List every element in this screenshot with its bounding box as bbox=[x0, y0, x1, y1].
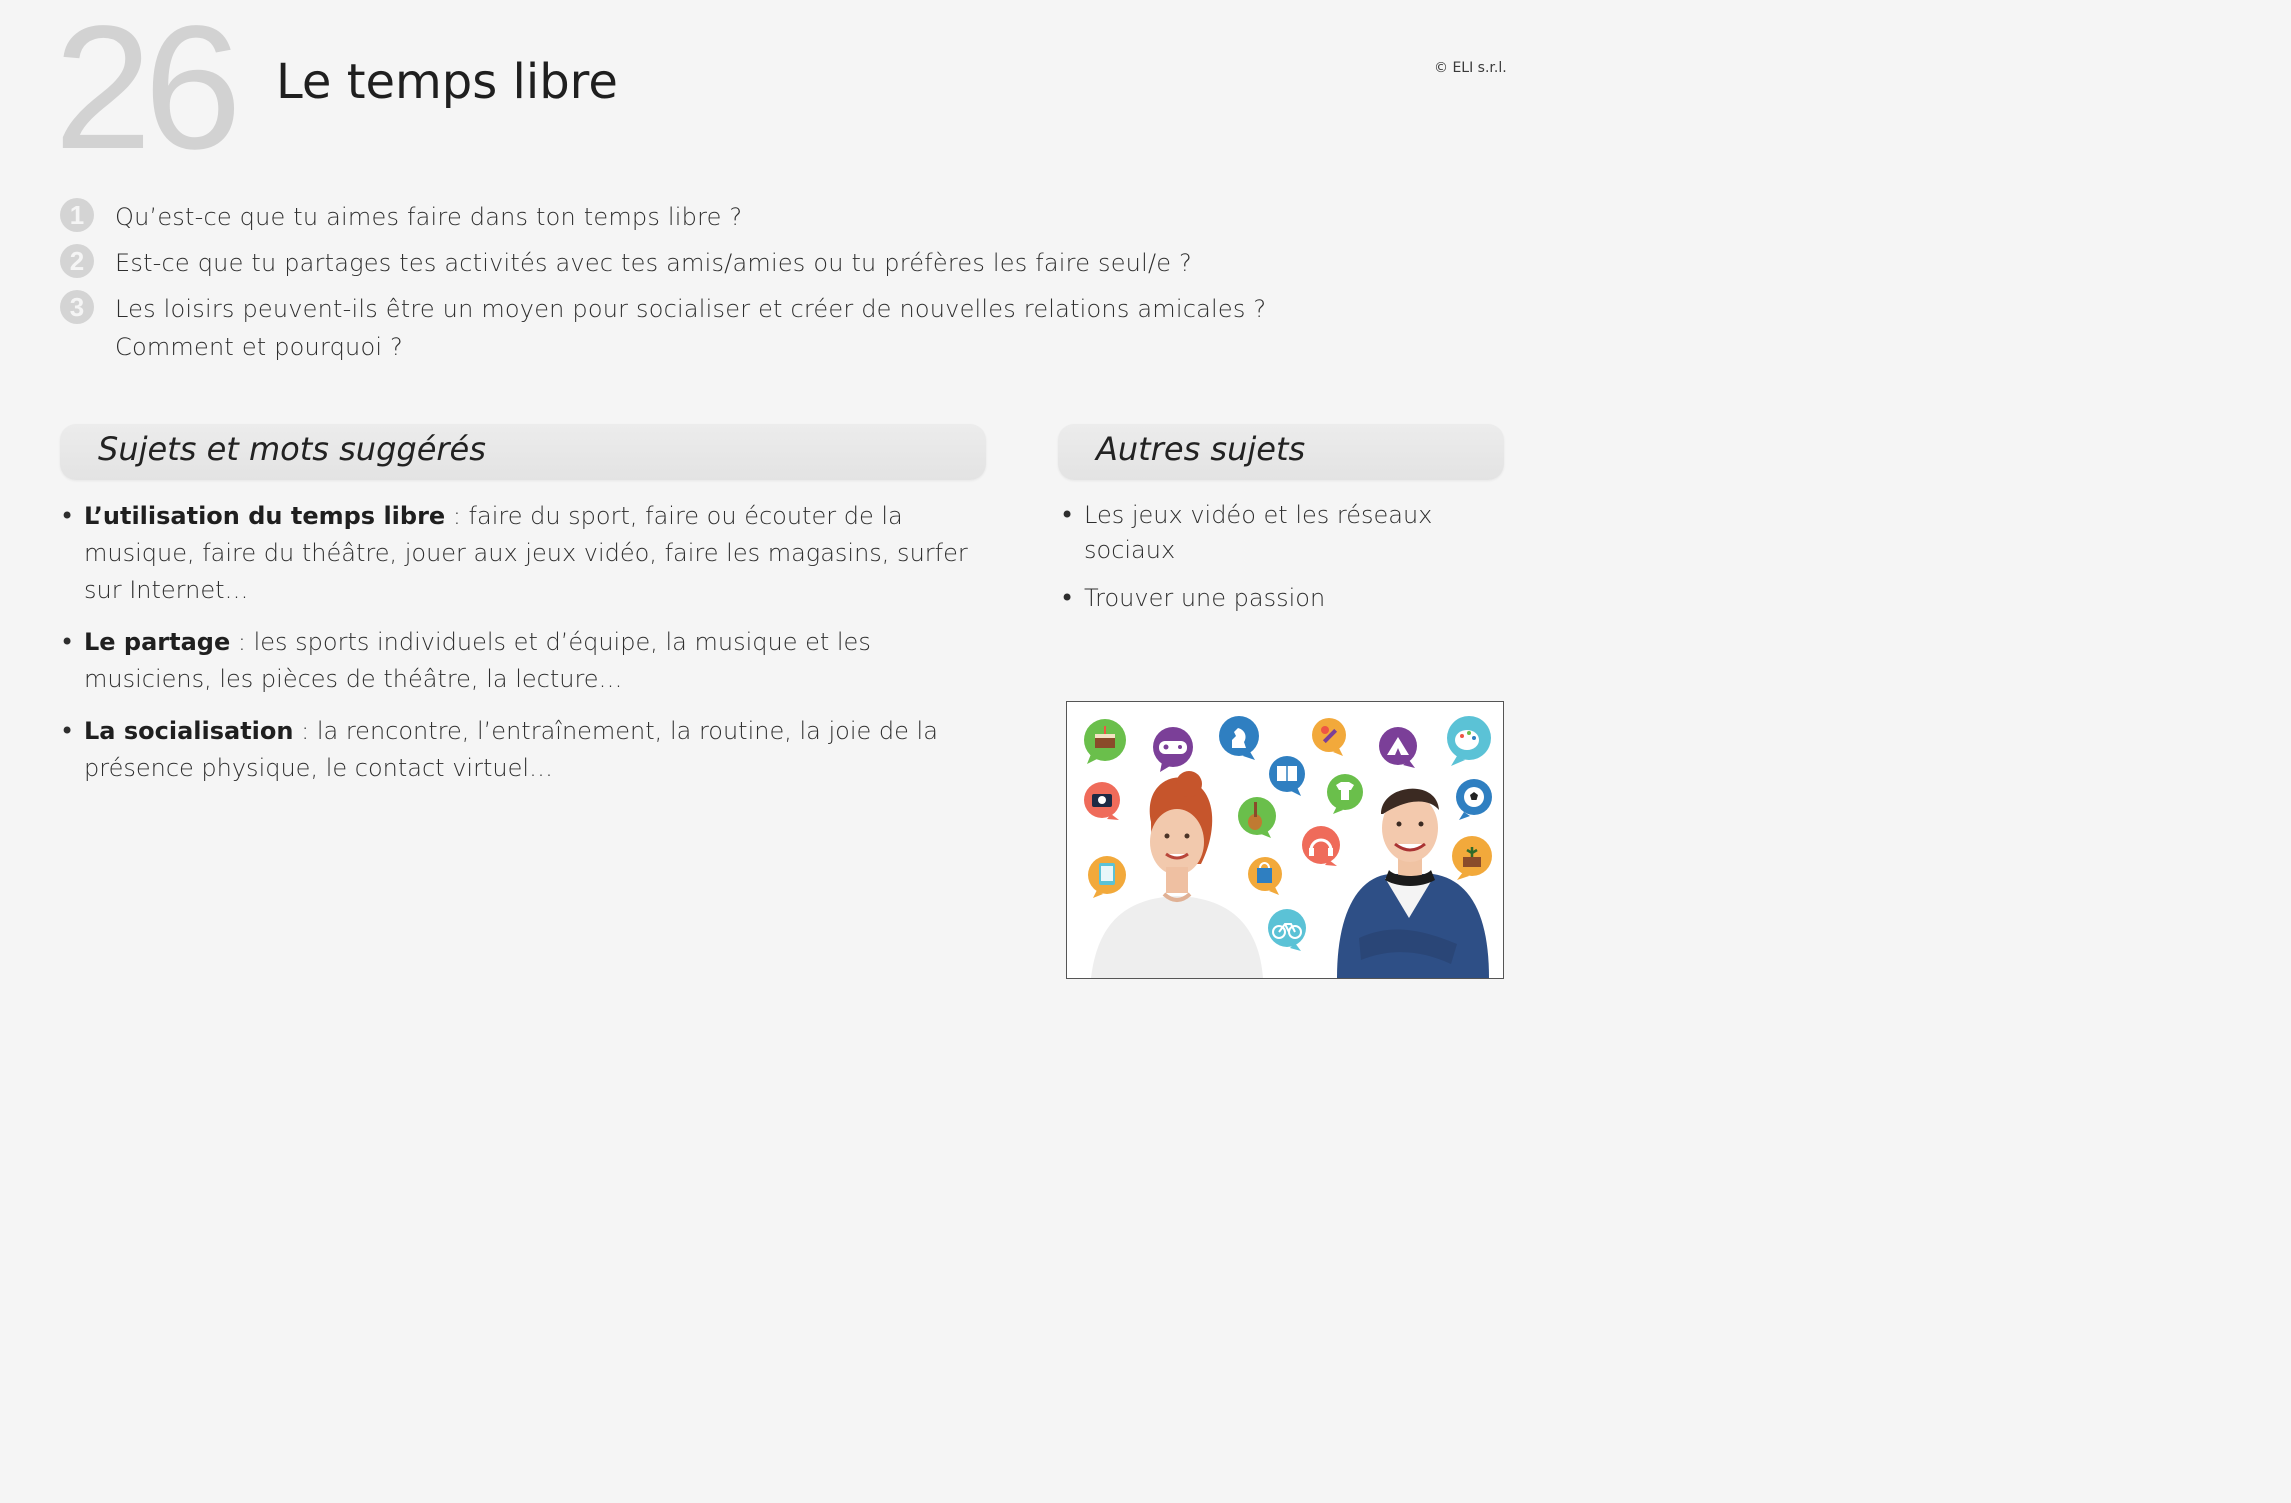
question-3 bbox=[60, 290, 1390, 366]
topic-words: : la rencontre, l’entraînement, la routine, la joie de la présence physique, le contact virtuel… bbox=[84, 717, 938, 782]
card-number: 26 bbox=[54, 0, 234, 186]
topic-words: : les sports individuels et d’équipe, la musique et les musiciens, les pièces de théâtre, la lecture… bbox=[84, 628, 871, 693]
tent-icon bbox=[1379, 727, 1417, 768]
copyright-notice: © ELI s.r.l. bbox=[1434, 60, 1507, 76]
magic-wand-icon bbox=[1312, 718, 1346, 756]
list-item bbox=[60, 624, 980, 698]
question-1 bbox=[60, 198, 1390, 236]
leisure-illustration bbox=[1066, 701, 1504, 979]
cake-icon bbox=[1084, 719, 1126, 764]
topic-term: Le partage bbox=[84, 628, 231, 656]
question-number-badge: 3 bbox=[60, 290, 94, 324]
list-item: • Les jeux vidéo et les réseaux sociaux bbox=[1060, 498, 1480, 568]
bicycle-icon bbox=[1268, 909, 1306, 951]
question-text: Est-ce que tu partages tes activités avec tes amis/amies ou tu préfères les faire seul/e ? bbox=[115, 249, 1192, 277]
section-heading: Autres sujets bbox=[1096, 430, 1306, 468]
headphones-icon bbox=[1302, 826, 1340, 866]
question-text: Qu’est-ce que tu aimes faire dans ton temps libre ? bbox=[115, 203, 743, 231]
list-item: • Trouver une passion bbox=[1060, 581, 1480, 616]
list-item bbox=[60, 498, 980, 609]
topic-words: : faire du sport, faire ou écouter de la musique, faire du théâtre, jouer aux jeux vidéo, faire les magasins, surfer sur Internet… bbox=[84, 502, 968, 604]
tshirt-icon bbox=[1327, 774, 1363, 814]
question-number-badge: 2 bbox=[60, 244, 94, 278]
topic-term: L’utilisation du temps libre bbox=[84, 502, 446, 530]
shopping-bag-icon bbox=[1248, 857, 1282, 895]
guitar-icon bbox=[1238, 797, 1276, 838]
questions-list bbox=[60, 198, 1390, 366]
suggested-topics-list bbox=[60, 498, 980, 802]
suggested-topics-header bbox=[60, 424, 986, 480]
question-2 bbox=[60, 244, 1390, 282]
section-heading: Sujets et mots suggérés bbox=[98, 430, 486, 468]
other-topics-list bbox=[1060, 498, 1480, 629]
other-topics-header bbox=[1058, 424, 1504, 480]
gardening-icon bbox=[1452, 836, 1492, 880]
topic-term: La socialisation bbox=[84, 717, 294, 745]
tablet-icon bbox=[1088, 856, 1126, 898]
gamepad-icon bbox=[1153, 727, 1193, 772]
card-title: Le temps libre bbox=[276, 54, 618, 110]
soccer-ball-icon bbox=[1456, 779, 1492, 820]
book-icon bbox=[1269, 756, 1305, 796]
question-number-badge: 1 bbox=[60, 198, 94, 232]
chess-knight-icon bbox=[1219, 716, 1259, 760]
palette-icon bbox=[1447, 716, 1491, 766]
question-text: Les loisirs peuvent-ils être un moyen pour socialiser et créer de nouvelles relations amicales ? Comment et pourquoi ? bbox=[115, 295, 1267, 361]
camera-icon bbox=[1084, 782, 1120, 820]
list-item bbox=[60, 713, 980, 787]
